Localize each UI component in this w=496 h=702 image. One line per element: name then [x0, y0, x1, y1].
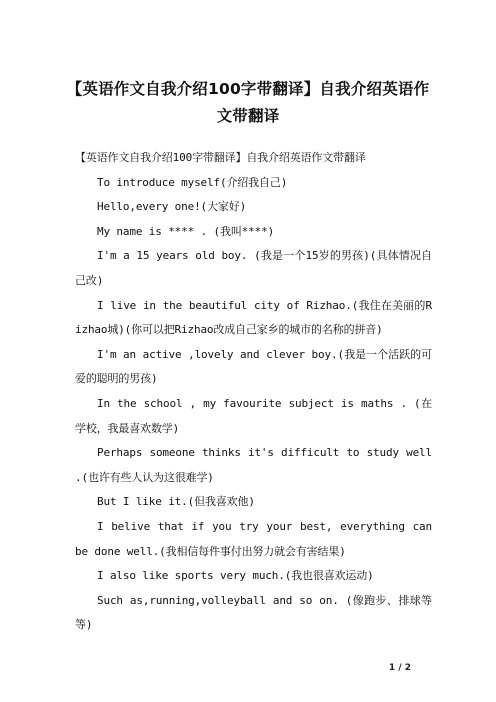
- paragraph: Hello,every one!(大家好): [97, 200, 247, 214]
- paragraph: But I like it.(但我喜欢他): [97, 495, 255, 509]
- paragraph: Such as,running,volleyball and so on. (像跑步、排球等等): [75, 593, 432, 632]
- paragraph: My name is **** . (我叫****): [97, 224, 275, 238]
- paragraph: I'm a 15 years old boy. (我是一个15岁的男孩)(具体情况自己改): [75, 249, 432, 287]
- paragraph: I'm an active ,lovely and clever boy.(我是一个活跃的可爱的聪明的男孩): [75, 347, 432, 386]
- paragraph: I also like sports very much.(我也很喜欢运动): [97, 569, 374, 583]
- page-number: 1 / 2: [388, 663, 411, 673]
- paragraph: In the school , my favourite subject is maths . (在学校，我最喜欢数学): [75, 396, 432, 435]
- paragraph: Perhaps someone thinks it's difficult to study well .(也许有些人认为这很难学): [75, 446, 432, 484]
- paragraph: To introduce myself(介绍我自己): [97, 175, 288, 189]
- paragraph: I live in the beautiful city of Rizhao.(我住在美丽的Rizhao城)(你可以把Rizhao改成自己家乡的城市的名称的拼音): [75, 298, 432, 337]
- document-title: 【英语作文自我介绍100字带翻译】自我介绍英语作文带翻译: [66, 80, 430, 125]
- paragraph: 【英语作文自我介绍100字带翻译】自我介绍英语作文带翻译: [75, 151, 366, 164]
- paragraph: I belive that if you try your best, everything can be done well.(我相信每件事付出努力就会有害结果): [75, 519, 432, 558]
- document-body: [75, 146, 432, 638]
